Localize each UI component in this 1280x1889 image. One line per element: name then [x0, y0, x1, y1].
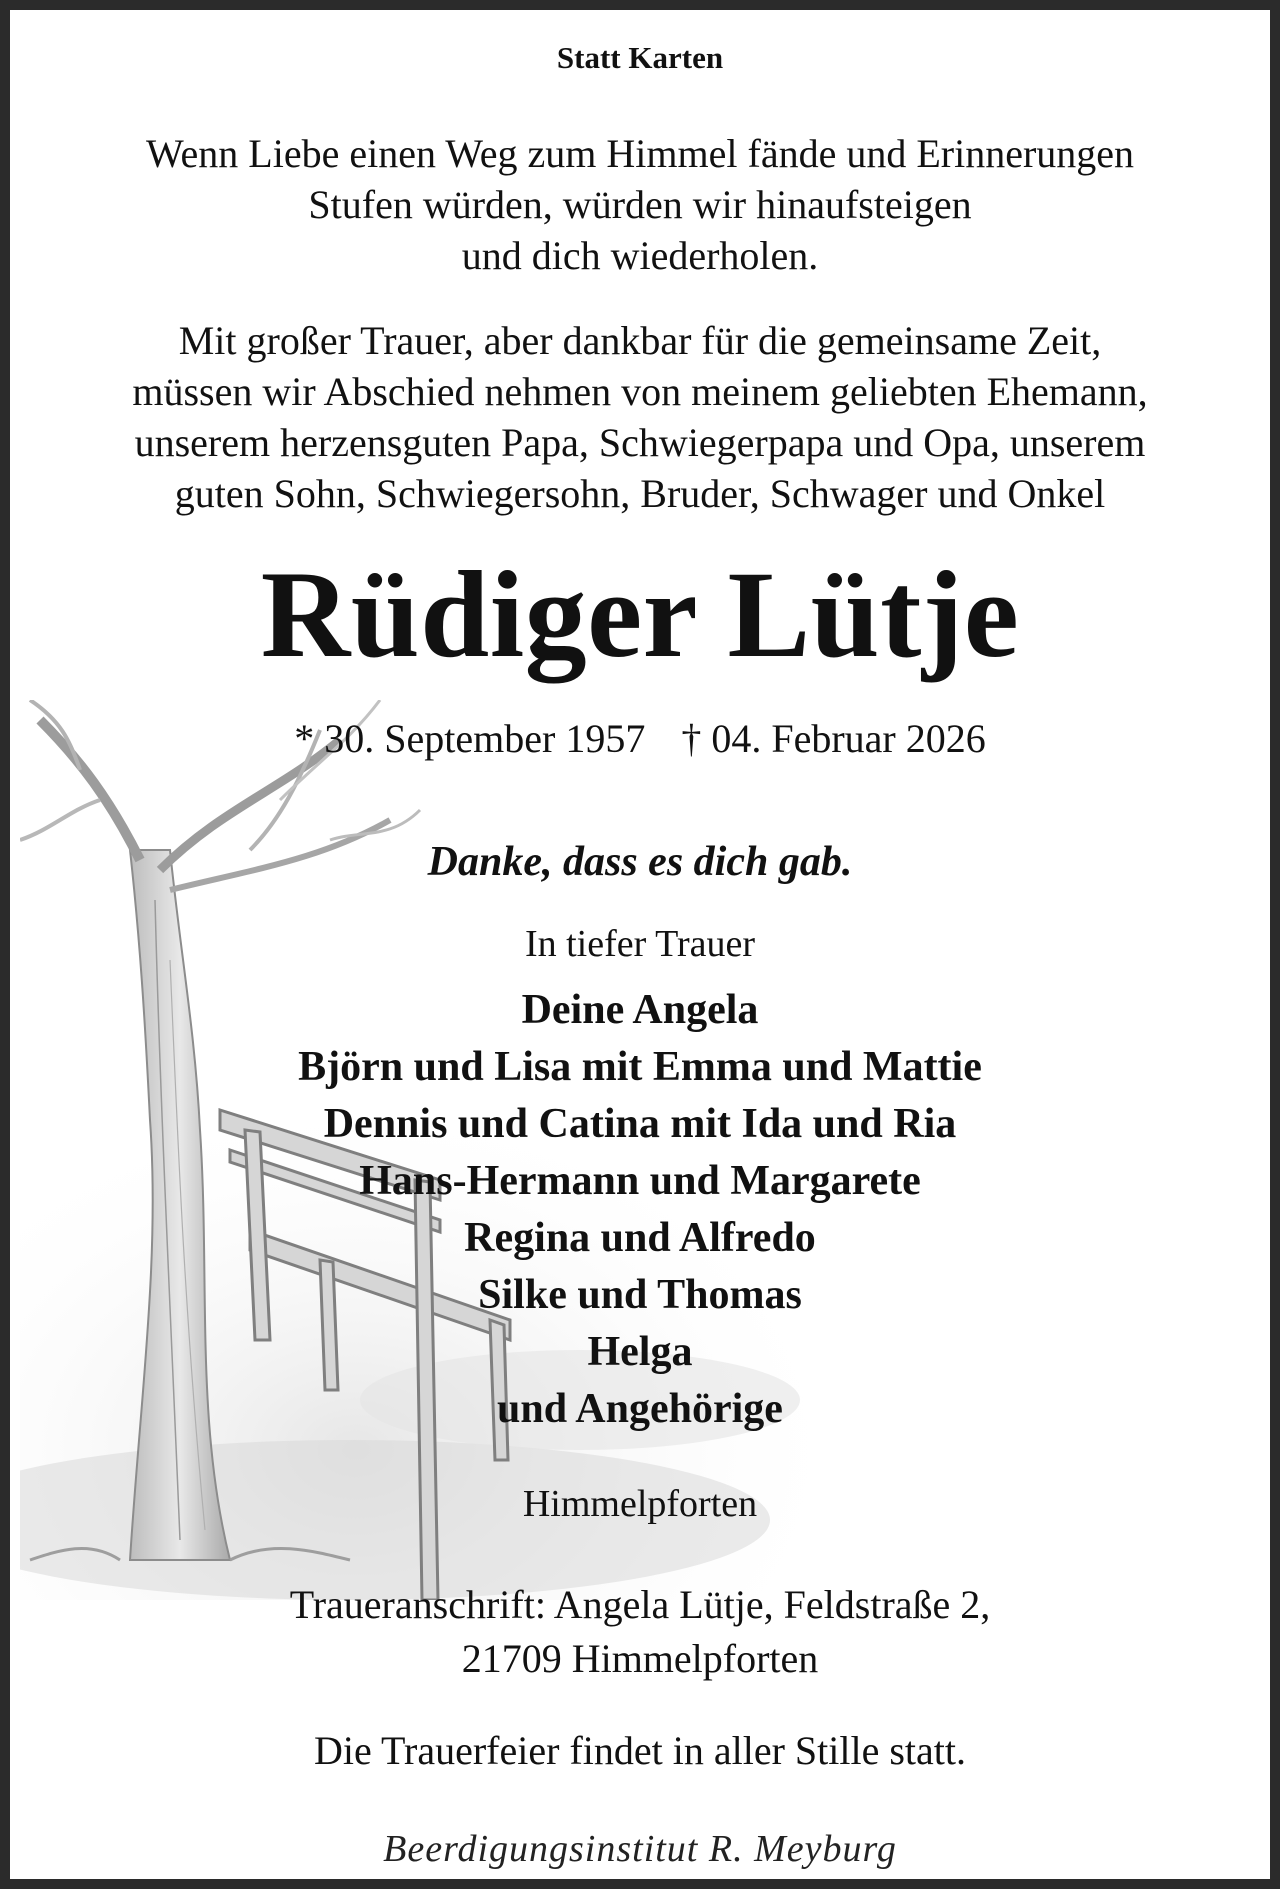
mourner-name: Deine Angela — [521, 987, 759, 1033]
mourner-name: Silke und Thomas — [478, 1272, 802, 1318]
mourner-name: Hans-Hermann und Margarete — [359, 1158, 921, 1204]
mourning-place: Himmelpforten — [522, 1483, 758, 1525]
poem-verse — [10, 128, 1270, 281]
intro-line: müssen wir Abschied nehmen von meinem geliebten Ehemann, — [132, 369, 1148, 414]
funeral-home-signature: Beerdigungsinstitut R. Meyburg — [383, 1828, 897, 1870]
mourner-name: Dennis und Catina mit Ida und Ria — [323, 1101, 957, 1147]
deceased-name: Rüdiger Lütje — [260, 546, 1020, 683]
address-line-1: Traueranschrift: Angela Lütje, Feldstraße 2, — [289, 1582, 991, 1627]
mourner-name: und Angehörige — [497, 1386, 783, 1432]
death-date: † 04. Februar 2026 — [681, 716, 986, 761]
life-dates — [10, 715, 1270, 762]
intro-line: guten Sohn, Schwiegersohn, Bruder, Schwager und Onkel — [174, 471, 1106, 516]
statt-karten-heading: Statt Karten — [556, 40, 724, 75]
mourner-name: Regina und Alfredo — [464, 1215, 816, 1261]
address-line-2: 21709 Himmelpforten — [461, 1636, 819, 1681]
thanks-line: Danke, dass es dich gab. — [427, 839, 853, 885]
poem-line: Stufen würden, würden wir hinaufsteigen — [308, 182, 972, 227]
mourner-name: Helga — [587, 1329, 693, 1375]
mourners-list — [10, 982, 1270, 1438]
mourning-intro: In tiefer Trauer — [524, 923, 756, 965]
poem-line: Wenn Liebe einen Weg zum Himmel fände und Erinnerungen — [145, 131, 1135, 176]
intro-paragraph — [10, 315, 1270, 519]
intro-line: unserem herzensguten Papa, Schwiegerpapa und Opa, unserem — [134, 420, 1146, 465]
mourning-address — [10, 1578, 1270, 1686]
poem-line: und dich wiederholen. — [461, 233, 819, 278]
mourner-name: Björn und Lisa mit Emma und Mattie — [298, 1044, 982, 1090]
birth-date: * 30. September 1957 — [294, 716, 646, 761]
ceremony-note: Die Trauerfeier findet in aller Stille statt. — [313, 1728, 967, 1773]
intro-line: Mit großer Trauer, aber dankbar für die gemeinsame Zeit, — [178, 318, 1102, 363]
